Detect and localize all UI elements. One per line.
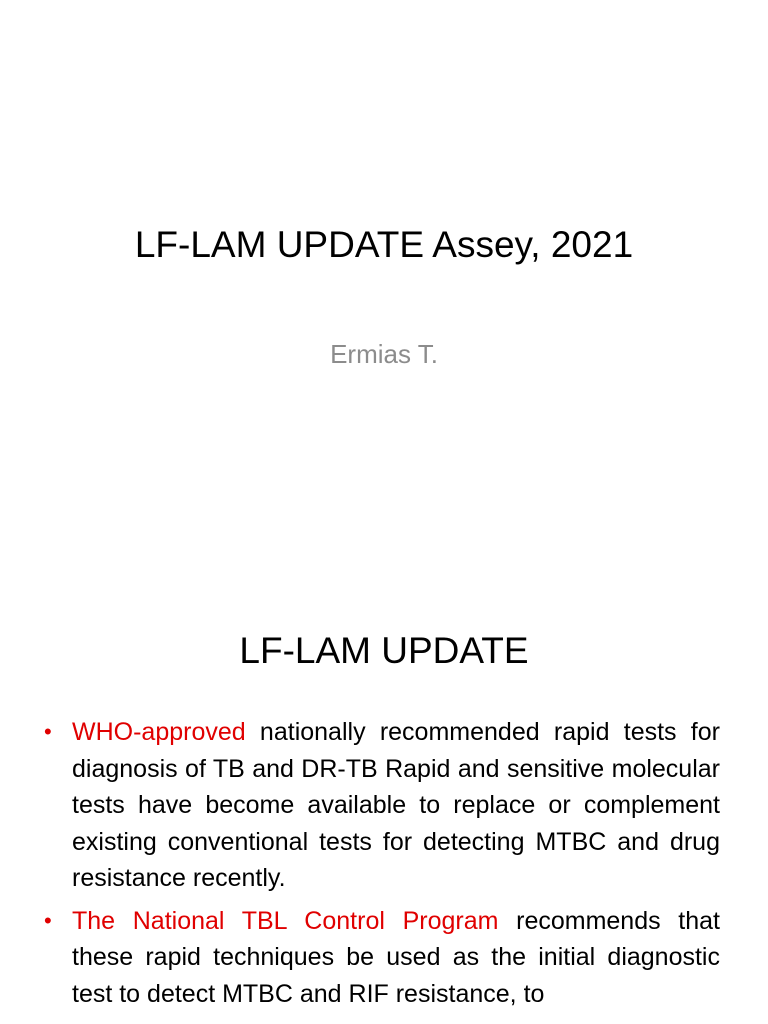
bullet-text: nationally recommended rapid tests for diagnosis of TB and DR-TB Rapid and sensitive molecular tests have become available to replace or complement existing conventional tests for detecting MTBC and drug resistance recently. (72, 718, 720, 892)
bullet-highlight: WHO-approved (72, 718, 246, 746)
presentation-title: LF-LAM UPDATE Assey, 2021 (134, 224, 634, 265)
bullet-icon: • (44, 719, 52, 744)
presentation-author: Ermias T. (330, 339, 438, 369)
slide-title: LF-LAM UPDATE (239, 630, 529, 671)
content-slide (0, 576, 768, 1024)
bullet-icon: • (44, 907, 52, 933)
bullet-highlight: The National TBL Control Program (72, 906, 499, 935)
bullet-item (40, 714, 720, 897)
bullet-list (40, 714, 720, 1018)
bullet-item (40, 903, 720, 1013)
bullet-text: recommends that these rapid techniques be used as the initial diagnostic test to detect MTBC and RIF resistance, to (72, 906, 720, 1008)
